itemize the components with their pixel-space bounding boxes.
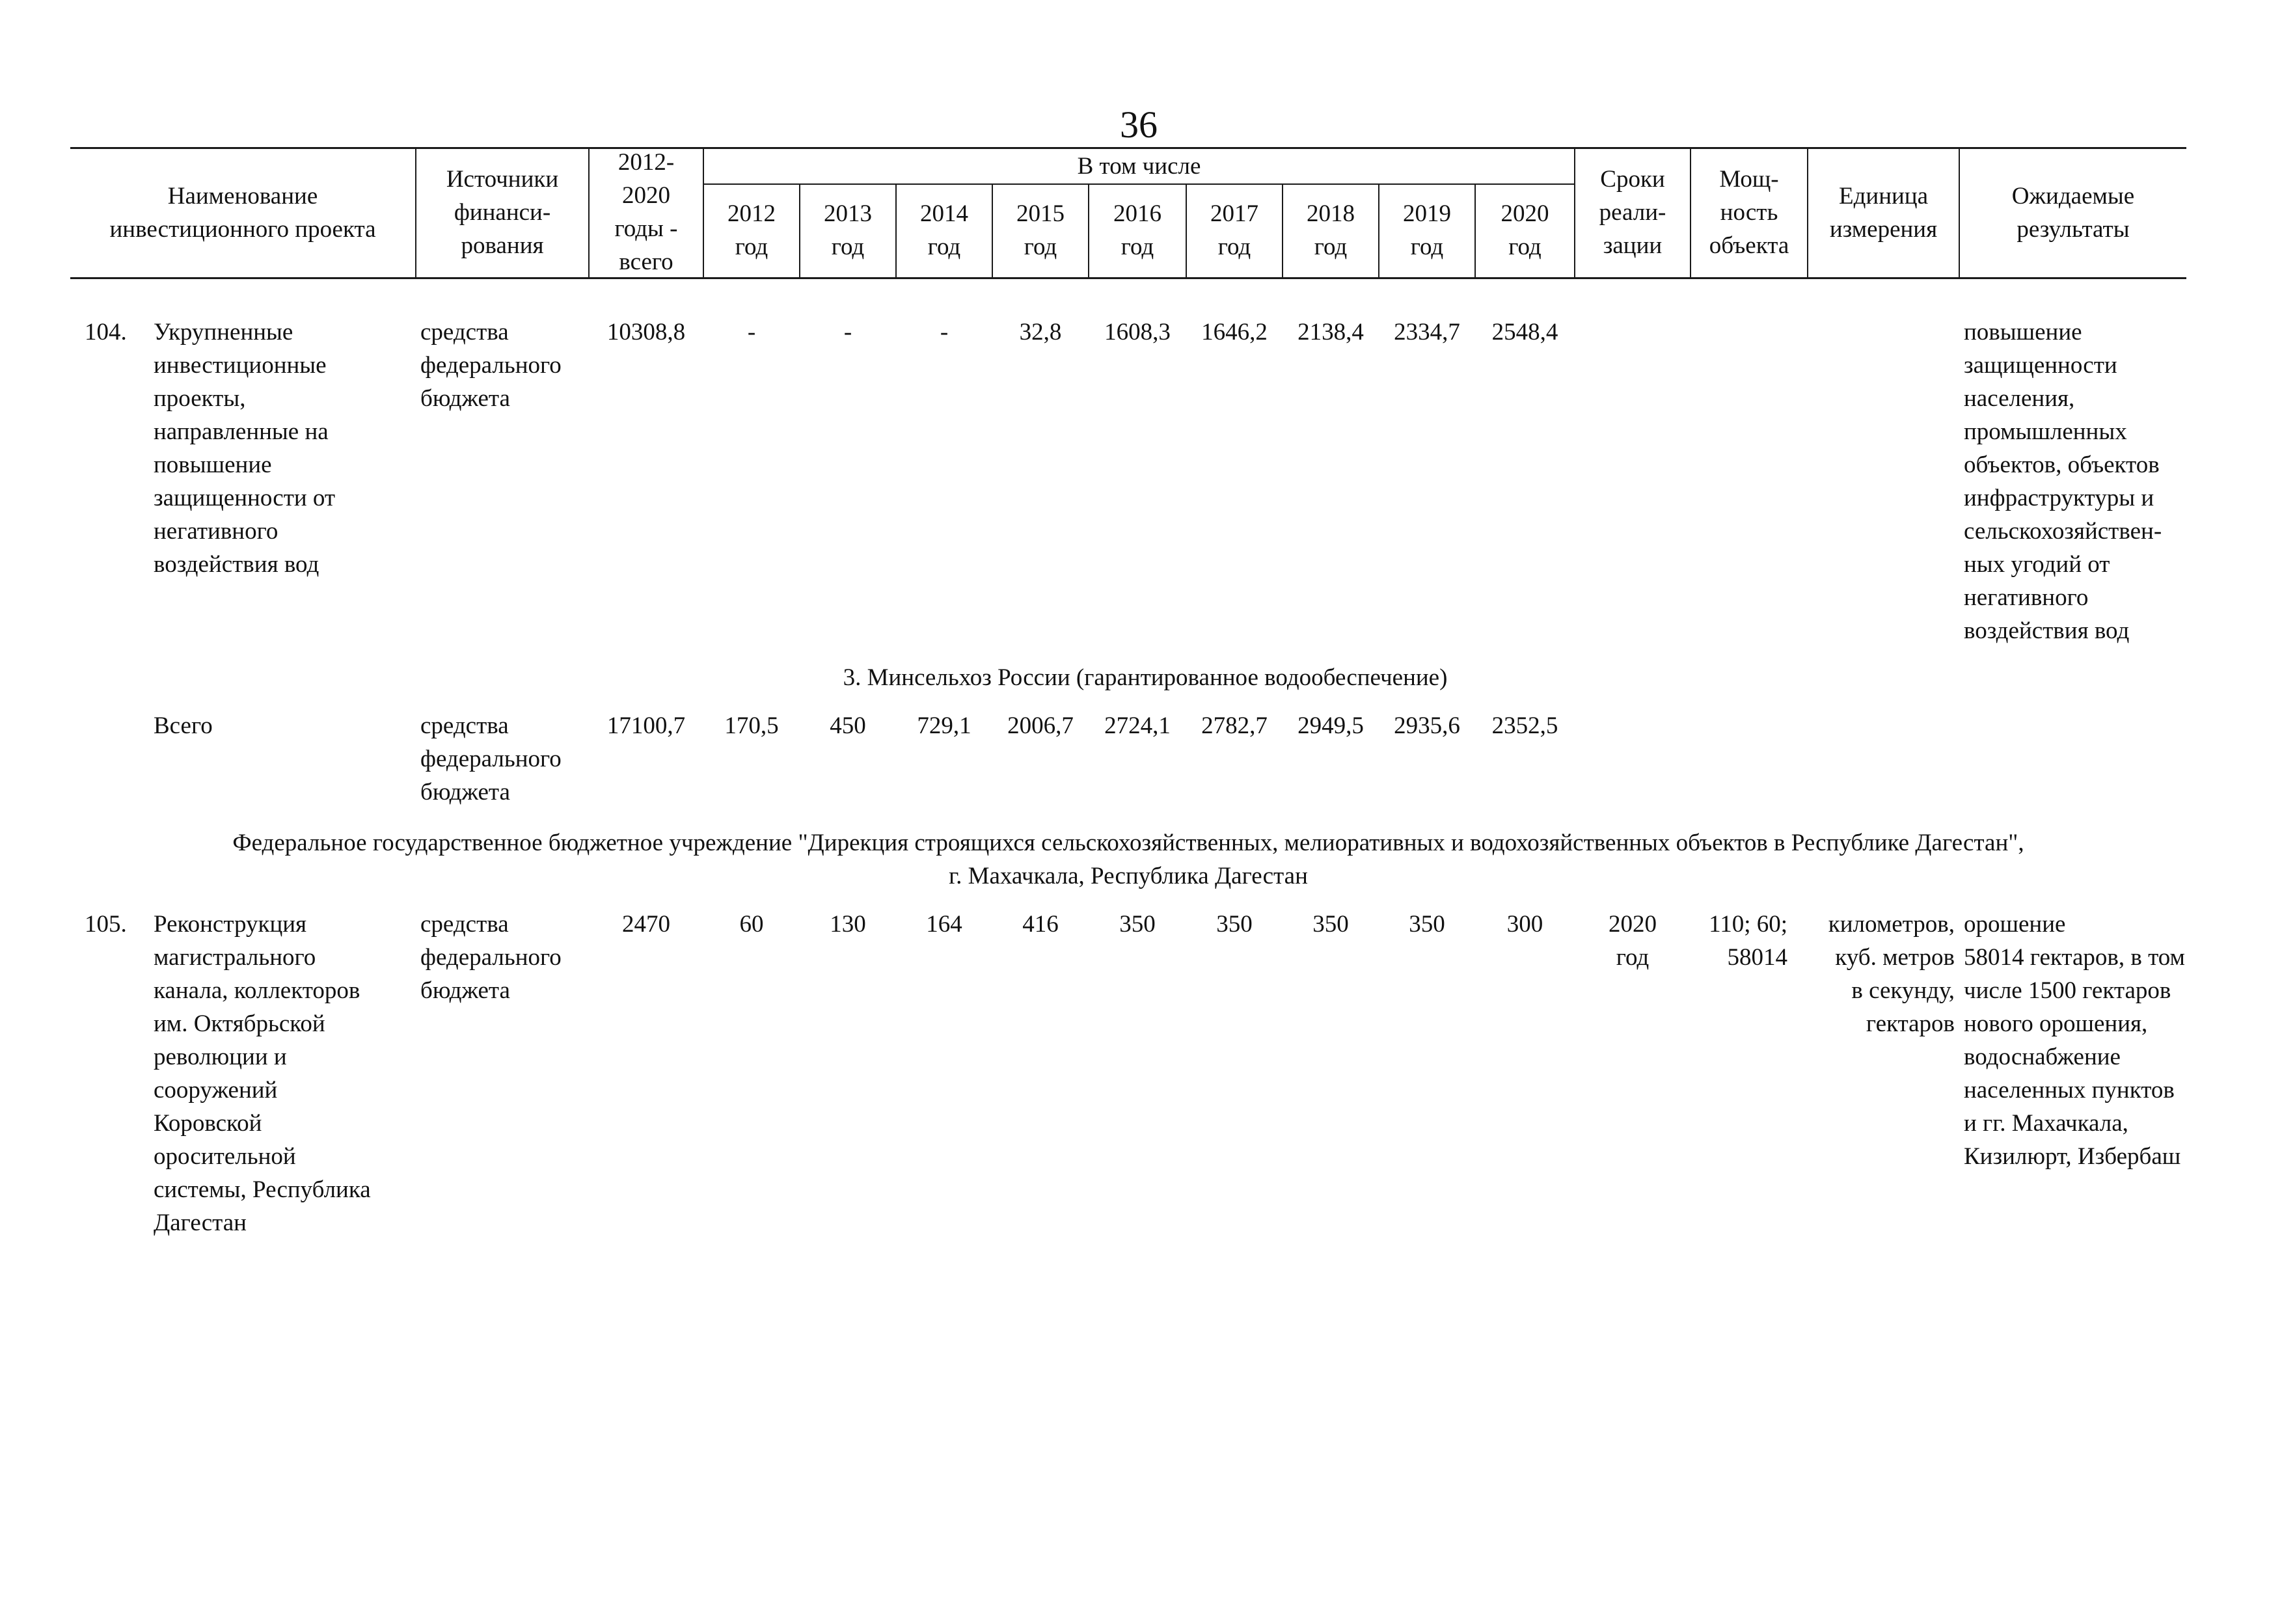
total-row-2019: 2935,6 — [1394, 712, 1460, 739]
header-year-2013: 2013 год — [824, 200, 872, 260]
row-105-terms: 2020 год — [1609, 911, 1657, 971]
header-bottom-rule — [70, 277, 2186, 279]
row-104-2015: 32,8 — [1019, 319, 1062, 345]
total-row-2013: 450 — [830, 712, 866, 739]
header-year-2020: 2020 год — [1501, 200, 1549, 260]
header-top-rule — [70, 147, 2186, 149]
total-row-total: 17100,7 — [606, 712, 686, 739]
total-row-2017: 2782,7 — [1201, 712, 1268, 739]
row-105-2015: 416 — [1022, 911, 1059, 938]
institution-heading: Федеральное государственное бюджетное учреждение "Дирекция строящихся сельскохозяйственных, мелиоративных и водохозяйственных объектов в Республике Дагестан", г. Махачкала, Республика Дагестан — [232, 830, 2024, 889]
row-105-2019: 350 — [1409, 911, 1445, 938]
row-104-2017: 1646,2 — [1201, 319, 1268, 345]
row-105-unit: километров, куб. метров в секунду, гектаров — [1828, 911, 1955, 1037]
row-105-2018: 350 — [1312, 911, 1349, 938]
row-105-number: 105. — [85, 911, 127, 938]
row-105-2016: 350 — [1119, 911, 1156, 938]
row-105-2013: 130 — [830, 911, 866, 938]
row-105-2014: 164 — [926, 911, 962, 938]
total-row-2014: 729,1 — [917, 712, 971, 739]
header-project-name: Наименование инвестиционного проекта — [109, 183, 376, 243]
row-105-name: Реконструкция магистрального канала, коллекторов им. Октябрьской революции и сооружений Коровской оросительной системы, Республика Дагестан — [154, 911, 371, 1236]
row-104-name: Укрупненные инвестиционные проекты, направленные на повышение защищенности от негативного воздействия вод — [154, 319, 336, 578]
total-row-2018: 2949,5 — [1297, 712, 1364, 739]
header-year-2012: 2012 год — [727, 200, 776, 260]
row-105-source: средства федерального бюджета — [420, 911, 562, 1004]
row-105-results: орошение 58014 гектаров, в том числе 1500 гектаров нового орошения, водоснабжение населенных пунктов и гг. Махачкала, Кизилюрт, Избербаш — [1964, 911, 2185, 1170]
row-105-2020: 300 — [1506, 911, 1543, 938]
row-105-2012: 60 — [739, 911, 764, 938]
row-105-total: 2470 — [622, 911, 670, 938]
row-105-2017: 350 — [1216, 911, 1253, 938]
row-104-2014: - — [940, 319, 949, 345]
header-unit: Единица измерения — [1829, 183, 1938, 243]
total-row-2020: 2352,5 — [1491, 712, 1558, 739]
row-104-total: 10308,8 — [606, 319, 686, 345]
row-104-2020: 2548,4 — [1491, 319, 1558, 345]
header-year-2015: 2015 год — [1016, 200, 1065, 260]
header-subdivider-rule — [703, 183, 1574, 185]
header-funding-sources: Источники финанси- рования — [446, 166, 559, 259]
header-including: В том числе — [1077, 153, 1201, 180]
total-row-source: средства федерального бюджета — [420, 712, 562, 805]
section-title: 3. Минсельхоз России (гарантированное водообеспечение) — [843, 664, 1448, 691]
row-104-2018: 2138,4 — [1297, 319, 1364, 345]
header-year-2016: 2016 год — [1113, 200, 1161, 260]
row-104-2016: 1608,3 — [1104, 319, 1171, 345]
row-104-2019: 2334,7 — [1394, 319, 1460, 345]
header-year-2018: 2018 год — [1307, 200, 1355, 260]
row-105-capacity: 110; 60; 58014 — [1709, 911, 1787, 971]
row-104-2012: - — [747, 319, 756, 345]
header-expected-results: Ожидаемые результаты — [2011, 183, 2135, 243]
row-104-results: повышение защищенности населения, промышленных объектов, объектов инфраструктуры и сельскохозяйствен- ных угодий от негативного воздействия вод — [1964, 319, 2162, 644]
header-total-years: 2012- 2020 годы - всего — [614, 149, 678, 275]
header-year-2014: 2014 год — [920, 200, 968, 260]
total-row-2016: 2724,1 — [1104, 712, 1171, 739]
header-year-2019: 2019 год — [1403, 200, 1451, 260]
header-year-2017: 2017 год — [1210, 200, 1258, 260]
row-104-2013: - — [843, 319, 852, 345]
row-104-source: средства федерального бюджета — [420, 319, 562, 412]
header-capacity: Мощ- ность объекта — [1709, 166, 1789, 259]
total-row-2012: 170,5 — [724, 712, 779, 739]
total-row-label: Всего — [154, 712, 213, 739]
page-number: 36 — [1120, 103, 1158, 146]
row-104-number: 104. — [85, 319, 127, 345]
total-row-2015: 2006,7 — [1007, 712, 1074, 739]
header-implementation-terms: Сроки реали- зации — [1599, 166, 1666, 259]
